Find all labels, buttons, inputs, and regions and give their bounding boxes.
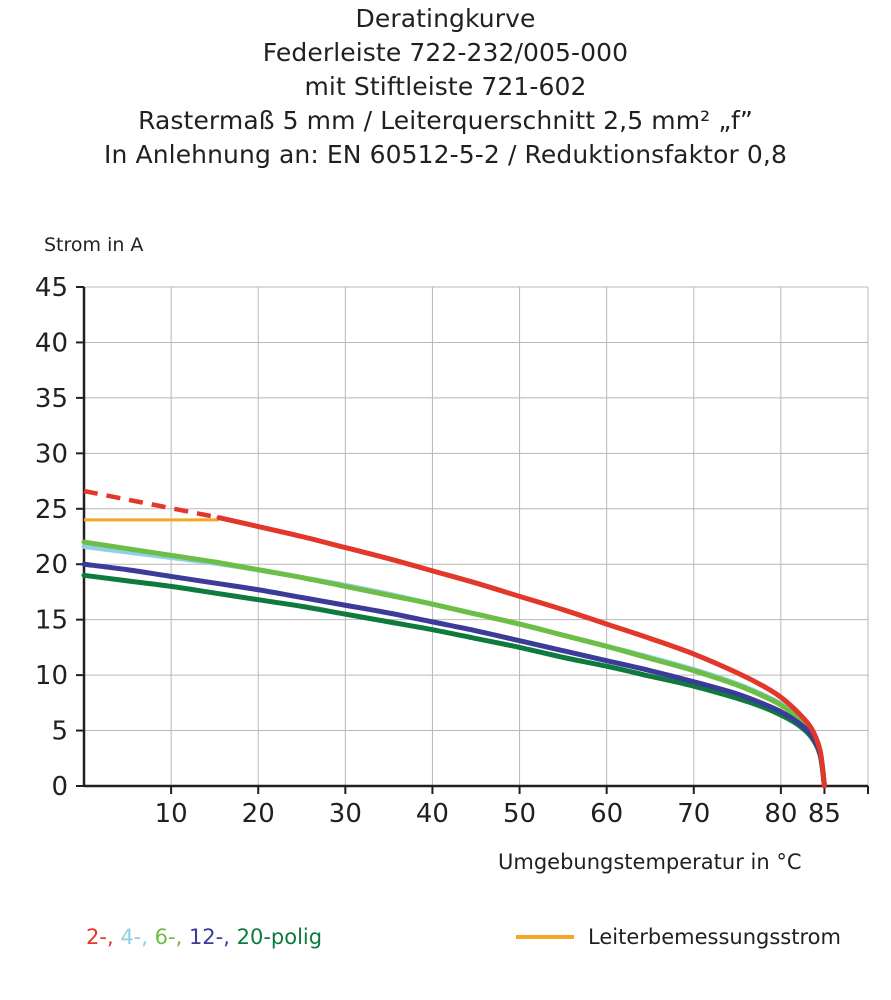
y-axis-tick-label: 5 bbox=[51, 716, 68, 747]
title-line-4: Rastermaß 5 mm / Leiterquerschnitt 2,5 mm² „f” bbox=[138, 106, 753, 135]
x-axis-tick-label: 30 bbox=[328, 799, 362, 829]
legend-sep-4 bbox=[230, 925, 237, 949]
legend-4-polig: 4-, bbox=[120, 925, 148, 949]
legend-2-polig: 2-, bbox=[86, 925, 114, 949]
legend-12-polig: 12-, bbox=[188, 925, 230, 949]
legend-polig-group bbox=[86, 925, 322, 949]
series-line-2-polig bbox=[219, 518, 824, 786]
y-axis-tick-label: 25 bbox=[34, 494, 68, 525]
x-axis-tick-label: 85 bbox=[807, 799, 841, 829]
legend-sep-3 bbox=[182, 925, 189, 949]
legend-current-label: Leiterbemessungsstrom bbox=[588, 925, 841, 949]
y-axis-tick-label: 20 bbox=[34, 550, 68, 581]
x-axis-tick-label: 40 bbox=[415, 799, 449, 829]
y-axis-label: Strom in A bbox=[44, 234, 144, 256]
y-axis-tick-label: 45 bbox=[34, 273, 68, 303]
chart-legend bbox=[0, 925, 891, 965]
legend-sep-2 bbox=[148, 925, 155, 949]
y-axis-tick-label: 0 bbox=[51, 772, 68, 802]
y-axis-tick-label: 10 bbox=[34, 661, 68, 692]
title-line-5: In Anlehnung an: EN 60512-5-2 / Reduktionsfaktor 0,8 bbox=[104, 140, 787, 169]
legend-current-swatch bbox=[516, 935, 574, 939]
x-axis-tick-label: 50 bbox=[503, 799, 537, 829]
y-axis-tick-label: 40 bbox=[34, 328, 68, 359]
x-axis-tick-label: 70 bbox=[677, 799, 711, 829]
series-line-dashed-2-polig bbox=[84, 491, 219, 518]
title-line-2: Federleiste 722-232/005-000 bbox=[262, 38, 629, 67]
title-line-1: Deratingkurve bbox=[355, 4, 536, 33]
y-axis-tick-label: 15 bbox=[34, 605, 68, 636]
x-axis-tick-label: 60 bbox=[590, 799, 624, 829]
legend-current-entry bbox=[516, 925, 841, 949]
x-axis-tick-label: 10 bbox=[154, 799, 188, 829]
title-line-3: mit Stiftleiste 721-602 bbox=[304, 72, 587, 101]
legend-20-polig: 20-polig bbox=[236, 925, 323, 949]
legend-6-polig: 6-, bbox=[154, 925, 183, 949]
y-axis-tick-label: 35 bbox=[34, 383, 68, 414]
x-axis-tick-label: 20 bbox=[241, 799, 275, 829]
y-axis-tick-label: 30 bbox=[34, 439, 68, 470]
x-axis-tick-label: 80 bbox=[764, 799, 798, 829]
x-axis-label: Umgebungstemperatur in °C bbox=[498, 850, 802, 874]
